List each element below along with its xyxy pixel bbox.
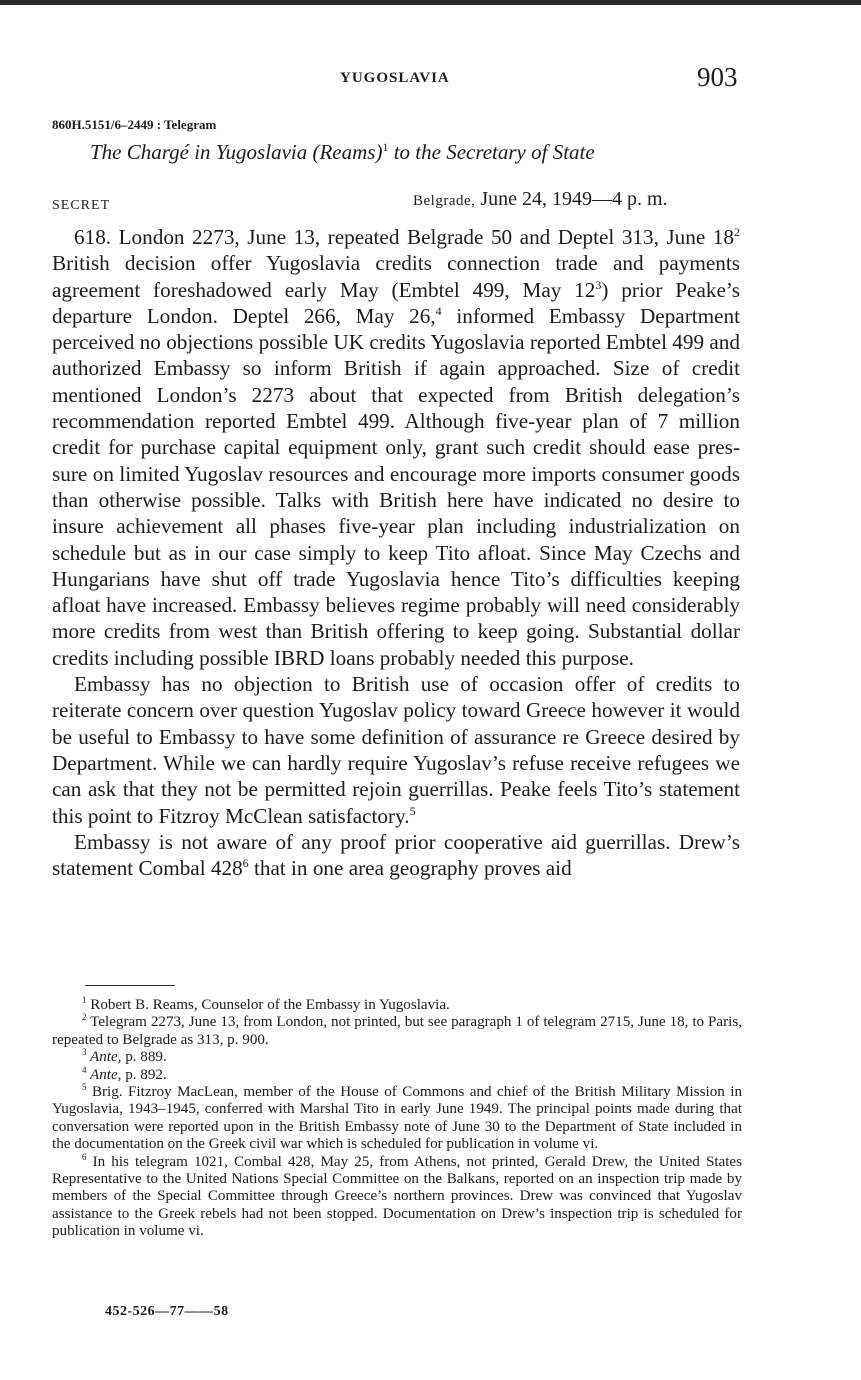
footnote-number: 1 bbox=[82, 994, 87, 1005]
footnote-number: 2 bbox=[82, 1012, 87, 1023]
footnote-ref: 1 bbox=[382, 140, 389, 154]
printer-code: 452-526—77——58 bbox=[105, 1304, 229, 1319]
footnote-ref: 5 bbox=[409, 803, 416, 818]
footnote-italic: Ante, bbox=[86, 1049, 122, 1066]
footnote-text: p. 892. bbox=[121, 1066, 167, 1083]
telegram-body bbox=[52, 224, 740, 881]
footnotes bbox=[52, 994, 742, 1241]
running-head: YUGOSLAVIA bbox=[340, 70, 450, 86]
text-segment: Embassy is not aware of any proof prior cooperative aid guerrillas. Drew’s statement Combal 428 bbox=[52, 829, 740, 881]
place-and-date bbox=[413, 188, 668, 211]
document-heading bbox=[90, 140, 790, 165]
footnote-text: In his telegram 1021, Combal 428, May 25, from Athens, not printed, Gerald Drew, the United States Representative to the United Nations Special Committee on the Balkans, reported on an inspection trip made by members of the Special Committee through Greece’s northern provinces. Drew was convinced that Yugoslav assistance to the Greek rebels had not been stopped. Documentation on Drew’s inspection trip is scheduled for publication in volume vi. bbox=[52, 1153, 742, 1240]
paragraph-1 bbox=[52, 224, 740, 671]
text-segment: ) prior Peake’s departure London. Deptel 266, May 26, bbox=[52, 277, 740, 328]
footnote-text: p. 889. bbox=[121, 1049, 167, 1066]
text-segment: 618. London 2273, June 13, repeated Belgrade 50 and Deptel 313, June 18 bbox=[74, 225, 734, 249]
footnote-6 bbox=[52, 1151, 742, 1241]
footnote-ref: 6 bbox=[242, 856, 249, 871]
date: June 24, 1949—4 p. m. bbox=[475, 188, 668, 210]
footnote-ref: 3 bbox=[595, 277, 602, 292]
footnote-4 bbox=[52, 1064, 742, 1084]
footnote-1 bbox=[52, 994, 742, 1014]
footnote-number: 5 bbox=[82, 1082, 87, 1092]
footnote-text: Brig. Fitzroy MacLean, member of the House of Commons and chief of the British Military Mission in Yugoslavia, 1943–1945, conferred with Marshal Tito in early June 1949. The principal points made during that conversation were reported upon in the British Embassy note of June 30 to the Department of State included in the documentation on the Greek civil war which is scheduled for publication in volume vi. bbox=[52, 1084, 742, 1153]
page-number: 903 bbox=[697, 62, 738, 92]
footnote-3 bbox=[52, 1049, 742, 1066]
heading-suffix: to the Secretary of State bbox=[388, 140, 595, 164]
footnote-number: 6 bbox=[82, 1151, 87, 1162]
footnote-text: Robert B. Reams, Counselor of the Embassy in Yugoslavia. bbox=[86, 997, 450, 1013]
footnote-text: Telegram 2273, June 13, from London, not printed, but see paragraph 1 of telegram 2715, June 18, to Paris, repeated to Belgrade as 313, p. 900. bbox=[52, 1014, 742, 1048]
footnote-ref: 4 bbox=[435, 303, 442, 318]
text-segment: informed Embassy Department perceived no objections possible UK credits Yugoslavia reported Embtel 499 and authorized Embassy so inform British if again approached. Size of credit mentioned London’s 2273 about that expected from British delegation’s recommendation reported Embtel 499. Although five-year plan of 7 million credit for purchase capital equipment only, grant such credit should ease pressure on limited Yugoslav resources and encourage more imports consumer goods than otherwise possible. Talks with British here have indicated no desire to insure achievement all phases five-year plan including industrialization on schedule but as in our case simply to keep Tito afloat. Since May Czechs and Hungarians have shut off trade Yugoslavia hence Tito’s difficulties keeping afloat have increased. Embassy believes regime probably will need considerably more credits from west than British offering to keep going. Substantial dollar credits including possible IBRD loans probably needed this purpose. bbox=[52, 303, 740, 670]
text-segment: Embassy has no objection to British use of occasion offer of credits to reiterate concern over question Yugoslav policy toward Greece however it would be useful to Embassy to have some definition of assurance re Greece desired by Department. While we can hardly require Yugoslav’s refuse receive refugees we can ask that they not be permitted rejoin guerrillas. Peake feels Tito’s statement this point to Fitzroy McClean satisfactory. bbox=[52, 672, 740, 828]
text-segment: that in one area geography proves aid bbox=[248, 856, 572, 881]
footnote-ref: 2 bbox=[734, 224, 740, 239]
footnote-5 bbox=[52, 1084, 742, 1154]
footnote-2 bbox=[52, 1014, 742, 1049]
text-segment: British decision offer Yugoslavia credits connection trade and payments agreement foreshadowed early May (Embtel 499, May 12 bbox=[52, 251, 740, 302]
heading-prefix: The Chargé in Yugoslavia (Reams) bbox=[90, 140, 383, 164]
place: Belgrade, bbox=[413, 193, 476, 209]
footnote-italic: Ante, bbox=[86, 1066, 122, 1083]
footnote-divider bbox=[85, 985, 175, 986]
paragraph-3 bbox=[52, 829, 740, 882]
document-file-number: 860H.5151/6–2449 : Telegram bbox=[52, 117, 217, 132]
footnote-number: 4 bbox=[82, 1064, 87, 1075]
page-top-edge bbox=[0, 0, 861, 5]
paragraph-2 bbox=[52, 671, 740, 829]
footnote-number: 3 bbox=[82, 1047, 87, 1058]
classification-label: SECRET bbox=[52, 198, 111, 213]
